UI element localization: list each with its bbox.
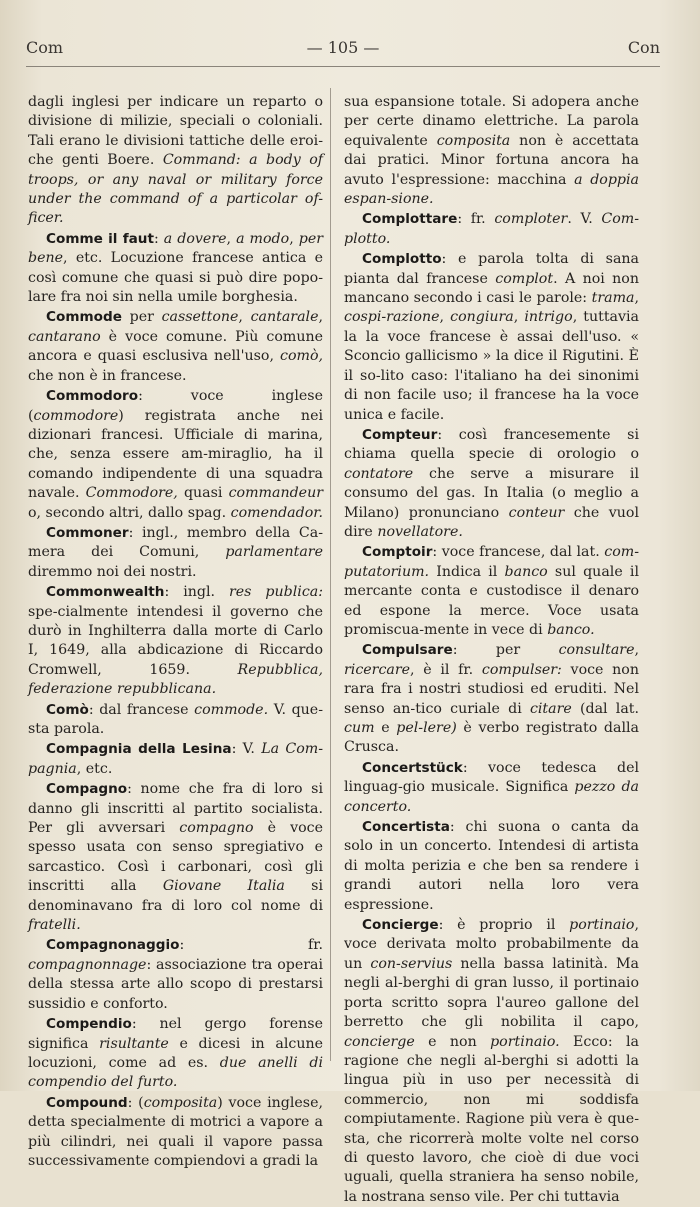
entry-text: non è accettata dai pratici. Minor fortuna ancora ha avuto l'espressione: macchina [344, 132, 639, 188]
entry-text: , voce derivata molto probabilmente da un [344, 917, 639, 972]
entry-text: e dicesi in alcune locuzioni, come ad es. [28, 1035, 323, 1071]
entry-text: sul quale il mercante conta e custodisce il denaro ed espone la merce. Voce usata promiscua-mente in vece di [344, 563, 640, 638]
entry-text: : [153, 230, 164, 247]
italic-text: compulser: [481, 661, 562, 678]
entry-headword: Concertista [362, 819, 450, 836]
entry-headword: Complotto [362, 251, 442, 268]
entry-text: è verbo registrato dalla Crusca. [344, 720, 640, 756]
italic-text: congiura [450, 309, 514, 326]
italic-text: composita [143, 1094, 218, 1111]
running-header [26, 38, 660, 64]
italic-text: complot [495, 270, 554, 287]
italic-text: commodore [33, 407, 119, 424]
entry-text: : è proprio il [438, 917, 570, 934]
entry-text: Indica il [429, 563, 505, 580]
entry-text: : fr. [457, 211, 495, 228]
entry-text: si denominavano fra di loro col nome di [28, 878, 323, 914]
entry-text: : e parola tolta di sana pianta dal francese [344, 251, 639, 287]
entry-text: nella bassa latinità. Ma negli al-berghi di gran lusso, il portinaio porta scritto sopra l'aureo gallone del berretto che gli nobilita il capo, [344, 955, 640, 1031]
italic-text: comò, [280, 348, 323, 365]
italic-text: a dovere [163, 230, 227, 247]
dictionary-entry [28, 740, 323, 779]
dictionary-entry [28, 230, 323, 308]
entry-headword: Compagnia della Lesina [46, 741, 232, 758]
entry-headword: Concertstück [362, 759, 463, 776]
italic-text: conteur [508, 504, 565, 521]
entry-headword: Comptoir [362, 544, 433, 561]
dictionary-entry [344, 916, 639, 1207]
italic-text: fratelli. [28, 917, 81, 934]
header-left-guide-word: Com [26, 38, 64, 57]
italic-text: cantarale [250, 309, 319, 326]
dictionary-entry [28, 701, 323, 740]
italic-text: cassettone [161, 309, 239, 326]
entry-text: : voce francese, dal lat. [432, 544, 605, 561]
entry-text: sua espansione totale. Si adopera anche per certe dinamo elettriche. La parola equivalente [344, 94, 639, 149]
entry-text: che non è in francese. [28, 367, 187, 384]
dictionary-entry [344, 759, 639, 817]
italic-text: compagno [179, 820, 254, 837]
entry-headword: Compagno [46, 781, 128, 798]
entry-text: voce non rara fra i nostri studiosi ed eruditi. Nel senso an-tico curiale di [344, 661, 639, 717]
italic-text: Command: a body of troops, or any naval or military force under the command of a particolar of-ficer. [28, 152, 323, 227]
dictionary-entry [28, 780, 323, 935]
entry-headword: Concierge [362, 917, 439, 934]
italic-text: trama [591, 290, 635, 307]
italic-text: pel-lere) [396, 720, 457, 736]
italic-text: comendador. [230, 504, 323, 521]
dictionary-entry [344, 426, 639, 542]
entry-headword: Compound [46, 1094, 128, 1111]
entry-headword: Complottare [362, 211, 458, 228]
entry-text: , [318, 309, 323, 326]
entry-text: : ( [127, 1094, 144, 1111]
dictionary-entry [344, 641, 639, 757]
entry-text: : voce tedesca del linguag-gio musicale. Significa [344, 759, 639, 796]
continued-text [344, 93, 639, 209]
entry-text: V. que-sta parola. [28, 701, 323, 737]
italic-text: parlamentare [225, 544, 323, 561]
entry-text: , [634, 290, 639, 307]
entry-headword: Commonwealth [46, 584, 165, 601]
entry-text: ) voce inglese, detta specialmente di motrici a vapore a più cilindri, nei quali il vapore passa successivamente compiendovi a gradi la [28, 1094, 323, 1169]
entry-text: : ingl. [164, 584, 229, 601]
entry-text: quasi [177, 485, 229, 502]
entry-text: e non [414, 1033, 491, 1050]
italic-text: consultare [558, 642, 635, 659]
entry-text: è voce spesso usata con senso spregiativo e sarcastico. Così i carbonari, così gli inscritti alla [28, 820, 323, 895]
entry-text: che serve a misurare il consumo del gas. In Italia (o meglio a Milano) pronunciano [344, 465, 639, 521]
entry-text: per [121, 309, 162, 326]
entry-text: dagli inglesi per indicare un reparto o divisione di milizie, speciali o coloniali. Tali erano le divisioni tattiche delle eroi-che genti Boere. [28, 94, 323, 169]
italic-text: a modo [236, 230, 290, 247]
dictionary-entry [28, 583, 323, 699]
dictionary-entry [28, 936, 323, 1014]
italic-text: La Com-pagnia [28, 741, 323, 777]
entry-text: , tuttavia la la voce francese è assai dell'uso. « Sconcio gallicismo » la dice il Rigutini. È il so-lito caso: l'italiano ha dei sinonimi di non facile uso; il francese ha la voce unica e facile. [344, 309, 639, 423]
entry-text: o, secondo altri, dallo spag. [28, 504, 231, 521]
entry-text: , [226, 230, 237, 247]
italic-text: pezzo da concerto. [344, 779, 639, 815]
page-number: — 105 — [306, 38, 380, 57]
entry-text: Ecco: la ragione che negli al-berghi si adotti la lingua più in uso per necessità di commercio, non mi soddisfa compiutamente. Ragione più vera è que-sta, che ricorrerà molte volte nel corso di questo lavoro, che cioè di due voci uguali, quella straniera ha senso nobile, la nostrana senso vile. Per chi tuttavia [344, 1033, 639, 1205]
italic-text: composita [436, 132, 511, 149]
italic-text: banco [504, 563, 548, 580]
entry-headword: Compulsare [362, 642, 453, 659]
dictionary-entry [344, 210, 639, 249]
italic-text: ricercare [344, 661, 411, 678]
entry-text: : nome che fra di loro si danno gli inscritti al partito socialista. Per gli avversari [28, 781, 323, 837]
entry-text: che vuol dire [344, 504, 639, 540]
dictionary-entry [28, 524, 323, 582]
italic-text: banco. [547, 621, 595, 638]
dictionary-entry [28, 387, 323, 523]
italic-text: commandeur [228, 485, 323, 502]
italic-text: cum [344, 720, 375, 736]
italic-text: res publica: [229, 584, 323, 601]
entry-headword: Commode [46, 309, 122, 326]
italic-text: cantarano [28, 328, 101, 345]
entry-headword: Compagnonaggio [46, 937, 180, 954]
entry-headword: Commodoro [46, 388, 139, 405]
entry-headword: Commoner [46, 524, 129, 541]
entry-text: è voce comune. Più comune ancora e quasi esclusiva nell'uso, [28, 328, 323, 365]
continued-text [28, 93, 323, 229]
left-column [28, 93, 323, 1171]
italic-text: concierge [344, 1033, 415, 1050]
entry-text: : voce inglese ( [28, 388, 323, 424]
right-column [344, 93, 639, 1207]
dictionary-entry [28, 1015, 323, 1093]
dictionary-entry [344, 250, 639, 425]
entry-text: : fr. [179, 937, 323, 954]
entry-headword: Comò [46, 701, 89, 718]
italic-text: cospi-razione [344, 309, 440, 326]
italic-text: per bene [28, 230, 323, 267]
italic-text: Commodore, [85, 485, 178, 502]
entry-text: . V. [567, 211, 602, 228]
italic-text: Giovane Italia [162, 878, 285, 895]
entry-text: (dal lat. [571, 700, 639, 717]
entry-text: spe-cialmente intendesi il governo che durò in Inghilterra dalla morte di Carlo I, 1649, alla abdicazione di Riccardo Cromwell, 1659. [28, 603, 323, 678]
dictionary-entry [28, 1094, 323, 1172]
dictionary-entry [344, 818, 639, 915]
italic-text: due anelli di compendio del furto. [28, 1054, 323, 1091]
header-rule [26, 66, 660, 67]
italic-text: com-putatorium. [344, 544, 639, 580]
entry-headword: Compteur [362, 426, 438, 443]
entry-text: : così francesemente si chiama quella specie di orologio o [344, 426, 639, 463]
dictionary-entry [28, 308, 323, 386]
entry-text: : per [452, 642, 559, 659]
italic-text: intrigo [524, 309, 573, 326]
header-right-guide-word: Con [627, 38, 660, 57]
entry-text: : dal francese [88, 701, 195, 718]
italic-text: comploter [494, 211, 568, 228]
dictionary-entry [344, 543, 639, 640]
italic-text: a doppia espan-sione. [344, 171, 639, 208]
italic-text: contatore [344, 465, 414, 482]
italic-text: compagnonnage [28, 956, 147, 973]
entry-text: , etc. Locuzione francese antica e così comune che quasi si può dire popo-lare fra noi sin nella umile borghesia. [28, 250, 323, 306]
entry-text: , è il fr. [410, 661, 482, 678]
italic-text: risultante [99, 1035, 169, 1052]
column-divider [330, 88, 331, 1061]
entry-text: . A noi non mancano secondo i casi le parole: [344, 270, 639, 307]
entry-text: : ingl., membro della Ca-mera dei Comuni, [28, 524, 323, 561]
entry-text: , [513, 309, 525, 326]
italic-text: con-servius [370, 955, 453, 972]
italic-text: portinaio [569, 917, 635, 934]
italic-text: citare [529, 700, 572, 717]
italic-text: Repubblica, federazione repubblicana. [28, 661, 323, 698]
entry-text: : nel gergo forense significa [28, 1016, 323, 1052]
italic-text: portinaio. [490, 1033, 560, 1050]
entry-text: , [289, 230, 299, 247]
entry-text: : associazione tra operai della stessa arte allo scopo di prestarsi sussidio e conforto. [28, 956, 323, 1012]
entry-text: e [374, 720, 397, 736]
italic-text: commode. [194, 701, 269, 718]
italic-text: Com-plotto. [344, 211, 639, 247]
entry-text: diremmo noi dei nostri. [28, 563, 197, 580]
entry-text: ) registrata anche nei dizionari francesi. Ufficiale di marina, che, senza essere am-miraglio, ha il comando indipendente di una squadra navale. [28, 407, 323, 502]
entry-text: , [439, 309, 451, 326]
italic-text: novellatore. [377, 523, 463, 540]
entry-text: , etc. [76, 760, 113, 777]
entry-text: , [634, 642, 639, 659]
entry-headword: Comme il faut [46, 230, 154, 247]
entry-text: : V. [231, 741, 262, 758]
entry-headword: Compendio [46, 1016, 132, 1033]
entry-text: , [238, 309, 251, 326]
entry-text: : chi suona o canta da solo in un concerto. Intendesi di artista di molta perizia e che ben sa rendere i grandi autori nella loro vera espressione. [344, 819, 639, 913]
